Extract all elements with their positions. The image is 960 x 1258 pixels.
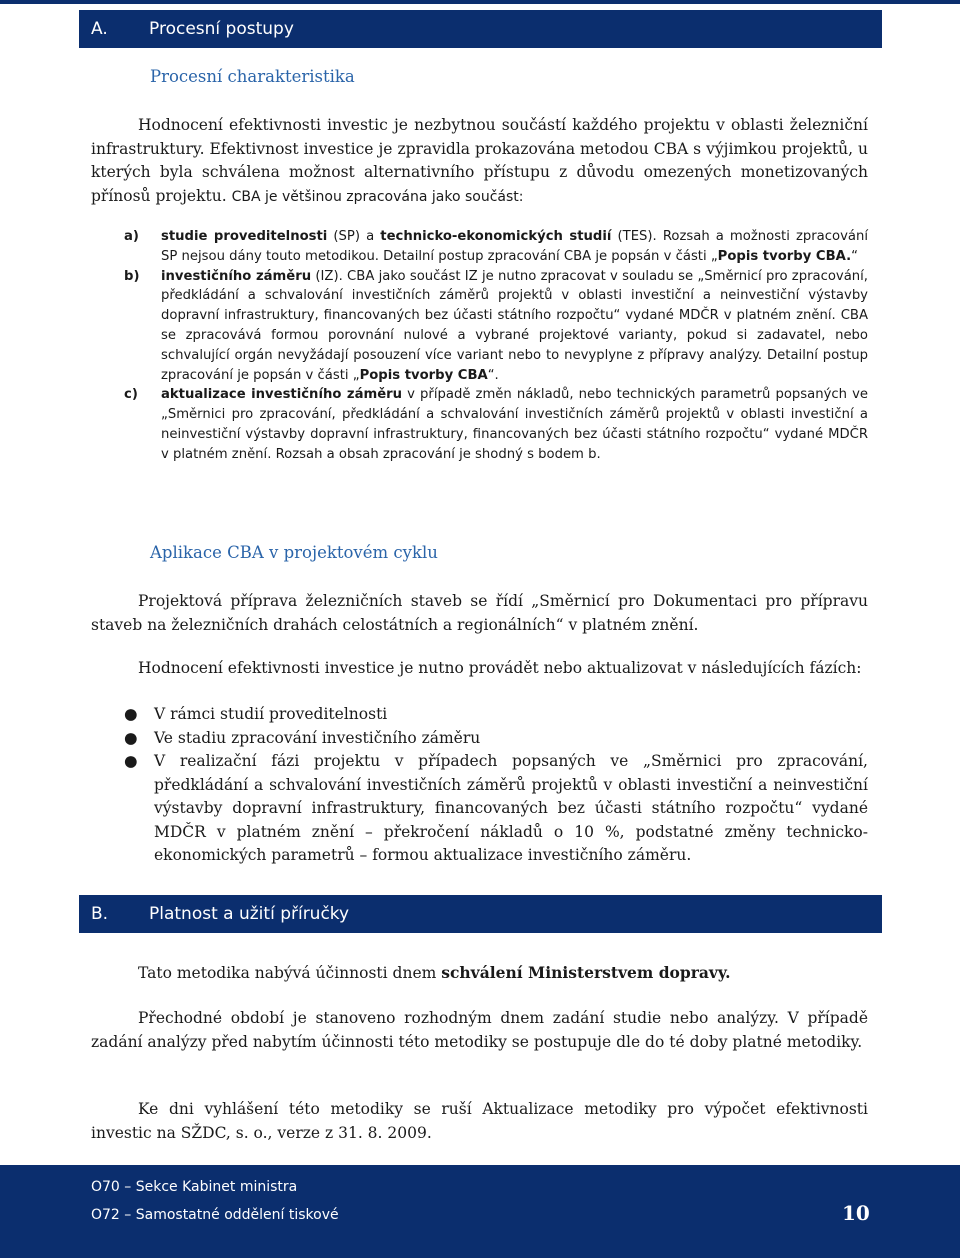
bullet-icon: ● [124,752,138,770]
intro-paragraph [91,114,868,209]
term: Popis tvorby CBA. [717,248,852,264]
paragraph-projektova-priprava: Projektová příprava železničních staveb se řídí „Směrnicí pro Dokumentaci pro přípravu staveb na železničních drahách celostátních a regionálních“ v platném znění. [91,592,868,634]
text: (SP) a [327,229,381,244]
term: Popis tvorby CBA [359,367,488,383]
term: aktualizace investičního záměru [161,387,403,403]
list-label-c: c) [124,387,138,403]
term: studie proveditelnosti [161,229,328,244]
intro-text: Hodnocení efektivnosti investic je nezbytnou součástí každého projektu v oblasti železniční infrastruktury. Efektivnost investice je zpravidla prokazována metodou CBA s výjimkou projektů, u kterých byla schválena možnost alternativního přístupu z důvodu omezených monetizovaných přínosů projektu. [91,116,868,205]
bullet-text: V realizační fázi projektu v případech popsaných ve „Směrnici pro zpracování, předkládání a schvalování investičních záměrů projektů v oblasti investiční a neinvestiční výstavby dopravní infrastruktury, financovaných bez účasti státního rozpočtu“ vydané MDČR v platném znění – překročení nákladů o 10 %, podstatné změny technicko-ekonomických parametrů – formou aktualizace investičního záměru. [154,752,868,864]
list-label-a: a) [124,229,139,244]
section-b-header [79,895,882,933]
bullet-item [120,727,868,751]
footer-line-1: O70 – Sekce Kabinet ministra [91,1179,298,1195]
paragraph-zruseni: Ke dni vyhlášení této metodiky se ruší Aktualizace metodiky pro výpočet efektivnosti investic na SŽDC, s. o., verze z 31. 8. 2009. [91,1100,868,1142]
footer-line-2: O72 – Samostatné oddělení tiskové [91,1207,339,1223]
section-a-header [79,10,882,48]
section-a-title: Procesní postupy [149,19,294,39]
bullet-item [120,750,868,868]
term: investičního záměru [161,268,312,284]
top-rule [0,0,960,4]
page-footer [0,1165,960,1258]
intro-text-tail: CBA je většinou zpracována jako součást: [231,188,524,205]
subheading-aplikace-cba: Aplikace CBA v projektovém cyklu [150,543,438,562]
page-number: 10 [842,1201,870,1225]
text: “ [851,248,858,264]
emphasis: schválení Ministerstvem dopravy. [441,963,731,982]
text: (IZ). CBA jako součást IZ je nutno zpracovat v souladu se „Směrnicí pro zpracování, předkládání a schvalování investičních záměrů projektů v oblasti investiční a neinvestiční výstavby dopravní infrastruktury, financovaných bez účasti státního rozpočtu“ vydané MDČR v platném znění. CBA se zpracovává formou porovnání nulové a vybrané projektové varianty, pokud si zadavatel, nebo schvalující orgán nevyžádají posouzení více variant nebo to nevyplyne z přípravy analýzy. Detailní postup zpracování je popsán v části „ [161,268,868,383]
phase-bullet-list [120,703,868,868]
text: “. [487,367,499,383]
bullet-item [120,703,868,727]
paragraph-ucinnost [91,961,868,986]
list-item-c [124,385,868,464]
list-label-b: b) [124,268,140,284]
bullet-text: Ve stadiu zpracování investičního záměru [154,728,481,747]
bullet-icon: ● [124,728,138,747]
paragraph-hodnoceni: Hodnocení efektivnosti investice je nutno provádět nebo aktualizovat v následujících fázích: [138,659,862,677]
term: technicko-ekonomických studií [380,229,612,244]
text: v případě změn nákladů, nebo technických parametrů popsaných ve „Směrnici pro zpracování, předkládání a schvalování investičních záměrů projektů v oblasti investiční a neinvestiční výstavby dopravní infrastruktury, financovaných bez účasti státního rozpočtu“ vydané MDČR v platném znění. Rozsah a obsah zpracování je shodný s bodem b. [161,387,868,462]
list-item-a [124,227,868,267]
text: (TES). Rozsah a možnosti zpracování SP nejsou dány touto metodikou. Detailní postup zpracování CBA je popsán v části „ [161,229,868,264]
bullet-text: V rámci studií proveditelnosti [154,705,388,723]
paragraph-prechodne-obdobi: Přechodné období je stanoveno rozhodným dnem zadání studie nebo analýzy. V případě zadání analýzy před nabytím účinnosti této metodiky se postupuje dle do té doby platné metodiky. [91,1009,868,1051]
subheading-procesni-charakteristika: Procesní charakteristika [150,67,355,86]
section-b-title: Platnost a užití příručky [149,904,350,924]
bullet-icon: ● [124,705,138,723]
cba-list [124,227,868,465]
list-item-b [124,267,868,386]
text: Tato metodika nabývá účinnosti dnem [138,964,442,982]
section-a-letter: A. [91,19,108,39]
section-b-letter: B. [91,904,109,924]
